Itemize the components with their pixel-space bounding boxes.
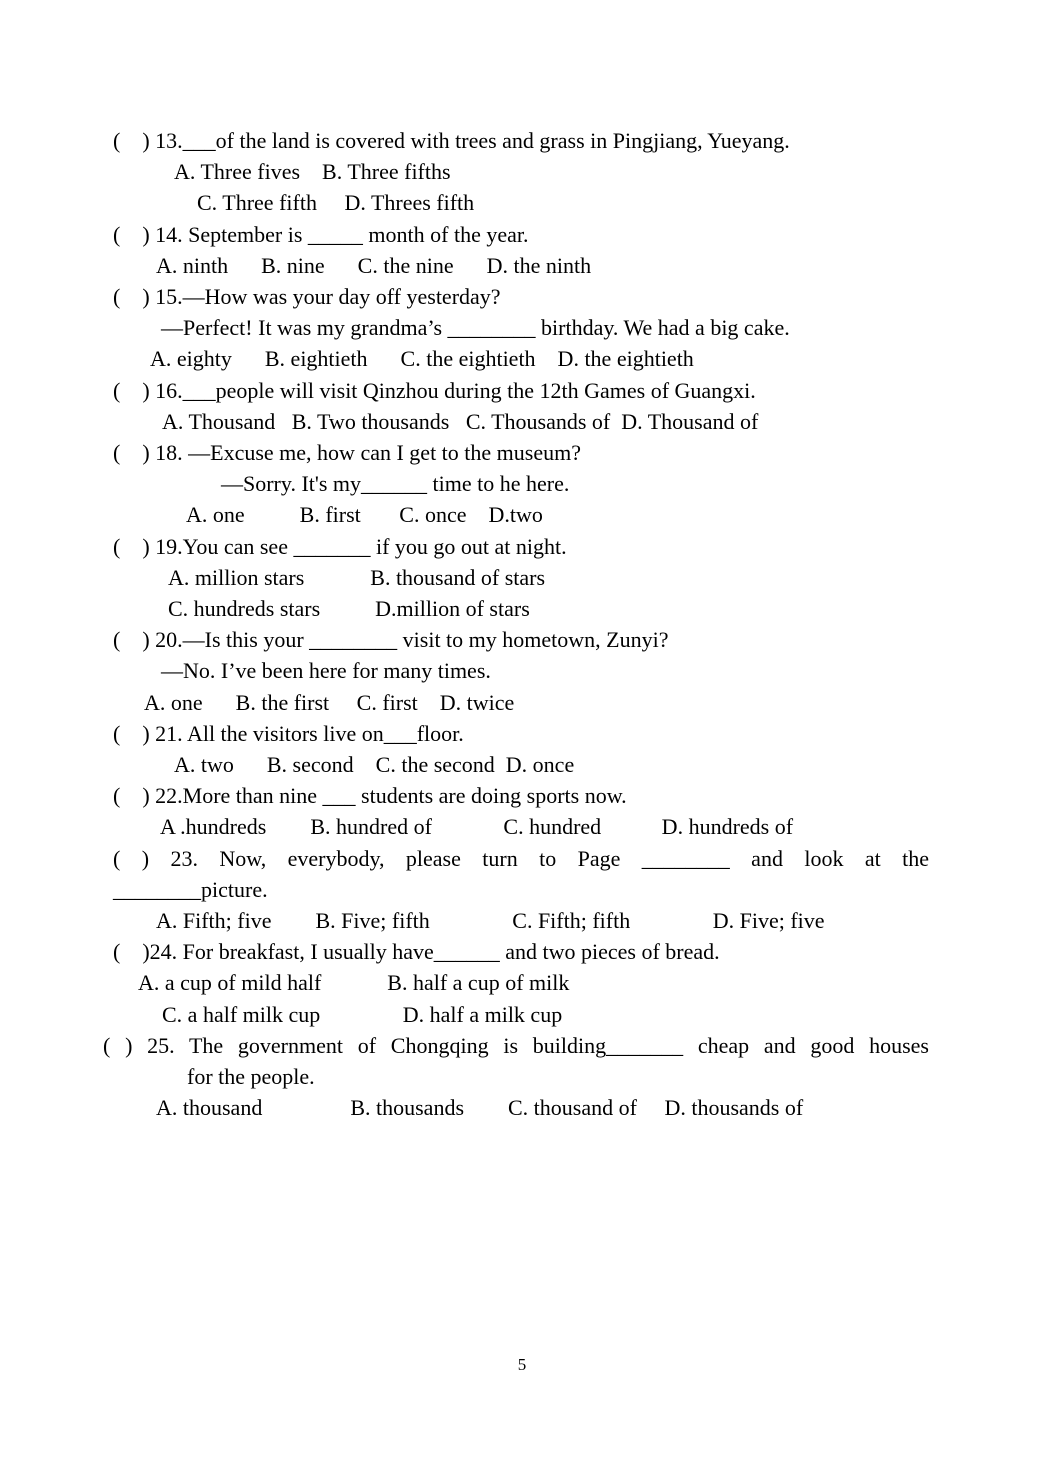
question-19-options-1: A. million stars B. thousand of stars [168, 565, 546, 590]
question-21-stem: ( ) 21. All the visitors live on___floor. [113, 721, 464, 746]
question-15-stem: ( ) 15.—How was your day off yesterday? [113, 284, 501, 309]
question-13-options-2: C. Three fifth D. Threes fifth [197, 190, 475, 215]
question-18-stem-continued: —Sorry. It's my______ time to he here. [221, 471, 570, 496]
question-23-stem-continued: ________picture. [113, 877, 268, 902]
question-25-options: A. thousand B. thousands C. thousand of D. thousands of [156, 1095, 804, 1120]
question-20-stem: ( ) 20.—Is this your ________ visit to my hometown, Zunyi? [113, 627, 669, 652]
question-23-options: A. Fifth; five B. Five; fifth C. Fifth; fifth D. Five; five [156, 908, 825, 933]
question-14-options: A. ninth B. nine C. the nine D. the ninth [156, 253, 592, 278]
question-24-options-1: A. a cup of mild half B. half a cup of milk [138, 970, 570, 995]
question-20-options: A. one B. the first C. first D. twice [144, 690, 515, 715]
question-19-options-2: C. hundreds stars D.million of stars [168, 596, 530, 621]
question-18-options: A. one B. first C. once D.two [186, 502, 543, 527]
question-22-options: A .hundreds B. hundred of C. hundred D. hundreds of [160, 814, 794, 839]
question-23-stem: ( ) 23. Now, everybody, please turn to Page ________ and look at the [113, 846, 929, 871]
question-13-options-1: A. Three fives B. Three fifths [174, 159, 451, 184]
question-24-options-2: C. a half milk cup D. half a milk cup [162, 1002, 563, 1027]
question-20-stem-continued: —No. I’ve been here for many times. [161, 658, 491, 683]
question-16-options: A. Thousand B. Two thousands C. Thousands of D. Thousand of [162, 409, 759, 434]
question-24-stem: ( )24. For breakfast, I usually have______ and two pieces of bread. [113, 939, 720, 964]
question-18-stem: ( ) 18. —Excuse me, how can I get to the museum? [113, 440, 581, 465]
question-21-options: A. two B. second C. the second D. once [174, 752, 575, 777]
question-22-stem: ( ) 22.More than nine ___ students are doing sports now. [113, 783, 627, 808]
question-25-stem-continued: for the people. [187, 1064, 315, 1089]
question-15-options: A. eighty B. eightieth C. the eightieth D. the eightieth [150, 346, 694, 371]
question-25-stem: ( ) 25. The government of Chongqing is building_______ cheap and good houses [103, 1033, 929, 1058]
question-15-stem-continued: —Perfect! It was my grandma’s ________ birthday. We had a big cake. [161, 315, 790, 340]
question-16-stem: ( ) 16.___people will visit Qinzhou during the 12th Games of Guangxi. [113, 378, 756, 403]
question-13-stem: ( ) 13.___of the land is covered with trees and grass in Pingjiang, Yueyang. [113, 128, 790, 153]
page-number: 5 [517, 1355, 527, 1374]
question-14-stem: ( ) 14. September is _____ month of the year. [113, 222, 529, 247]
question-19-stem: ( ) 19.You can see _______ if you go out at night. [113, 534, 567, 559]
